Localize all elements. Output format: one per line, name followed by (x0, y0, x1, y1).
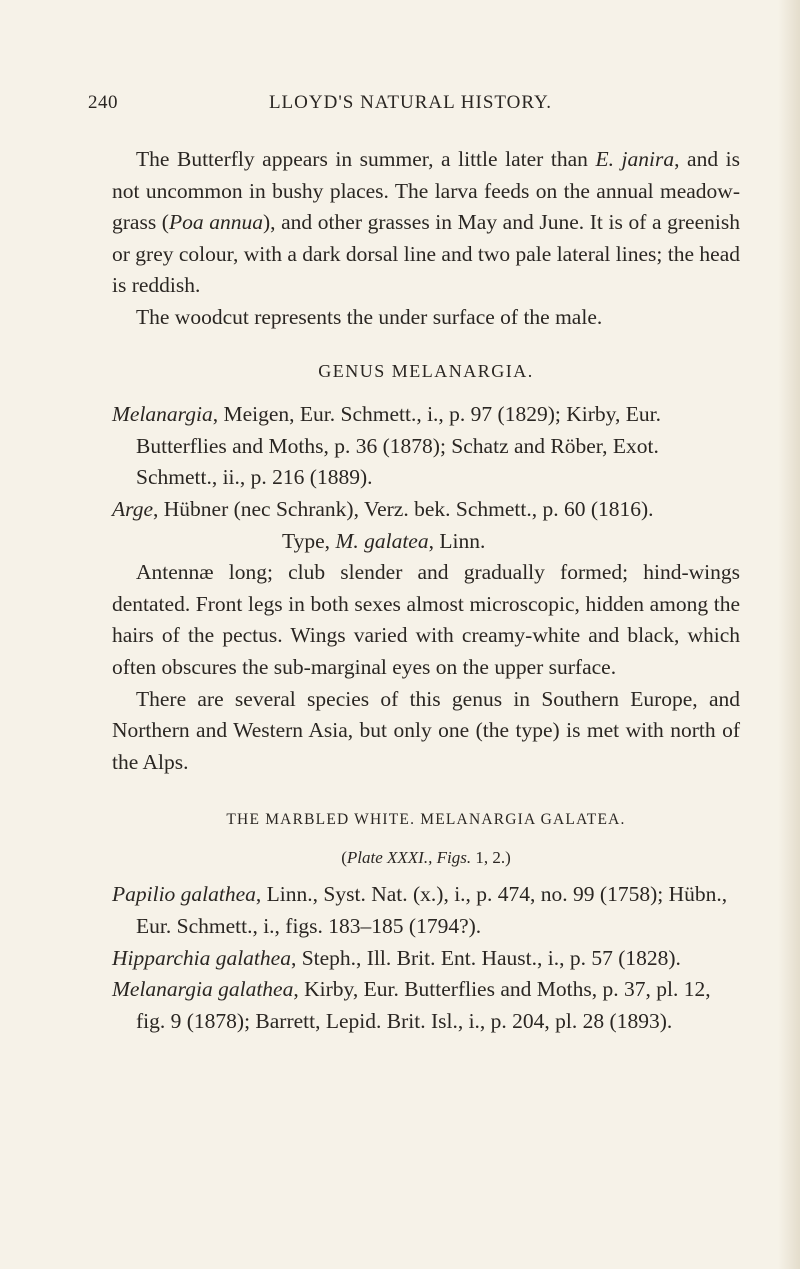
grass-name: Poa annua (168, 210, 263, 235)
running-head (88, 92, 733, 122)
page-number: 240 (88, 92, 118, 113)
genus-description: Antennæ long; club slender and gradually formed; hind-wings dentated. Front legs in both sexes almost microscopic, hidden among the hairs of the pectus. Wings varied with creamy-white and black, which often obscures the sub-marginal eyes on the upper surface. (112, 560, 740, 679)
intro-paragraph: The Butterfly appears in summer, a little later than E. janira, and is not uncommon in bushy places. The larva feeds on the annual meadow-grass (Poa annua), and other grasses in May and June. It is of a greenish or grey colour, with a dark dorsal line and two pale lateral lines; the head is reddish. (112, 147, 740, 298)
species-reference: Papilio galathea, Linn., Syst. Nat. (x.), i., p. 474, no. 99 (1758); Hübn., Eur. Schmett., i., figs. 183–185 (1794?). (112, 882, 728, 939)
type-species: Type, M. galatea, Linn. (282, 528, 486, 553)
species-reference: Hipparchia galathea, Steph., Ill. Brit. Ent. Haust., i., p. 57 (1828). (112, 945, 681, 970)
page-edge-shadow (778, 0, 800, 1269)
woodcut-note: The woodcut represents the under surface of the male. (136, 304, 603, 329)
genus-heading: GENUS MELANARGIA. (318, 360, 534, 381)
page-body (112, 144, 740, 1037)
plate-reference: (Plate XXXI., Figs. 1, 2.) (341, 847, 511, 867)
taxon-name: E. janira (595, 147, 675, 171)
species-heading: THE MARBLED WHITE. MELANARGIA GALATEA. (226, 811, 626, 829)
running-title: LLOYD'S NATURAL HISTORY. (268, 92, 553, 113)
genus-distribution: There are several species of this genus in Southern Europe, and Northern and Western Asia, but only one (the type) is met with north of the Alps. (112, 686, 740, 774)
species-reference: Melanargia galathea, Kirby, Eur. Butterflies and Moths, p. 37, pl. 12, fig. 9 (1878); Barrett, Lepid. Brit. Isl., i., p. 204, pl. 28 (1893). (112, 977, 711, 1033)
genus-reference: Arge, Hübner (nec Schrank), Verz. bek. Schmett., p. 60 (1816). (112, 496, 654, 521)
genus-reference: Melanargia, Meigen, Eur. Schmett., i., p. 97 (1829); Kirby, Eur. Butterflies and Moths, p. 36 (1878); Schatz and Röber, Exot. Schmett., ii., p. 216 (1889). (112, 402, 661, 490)
